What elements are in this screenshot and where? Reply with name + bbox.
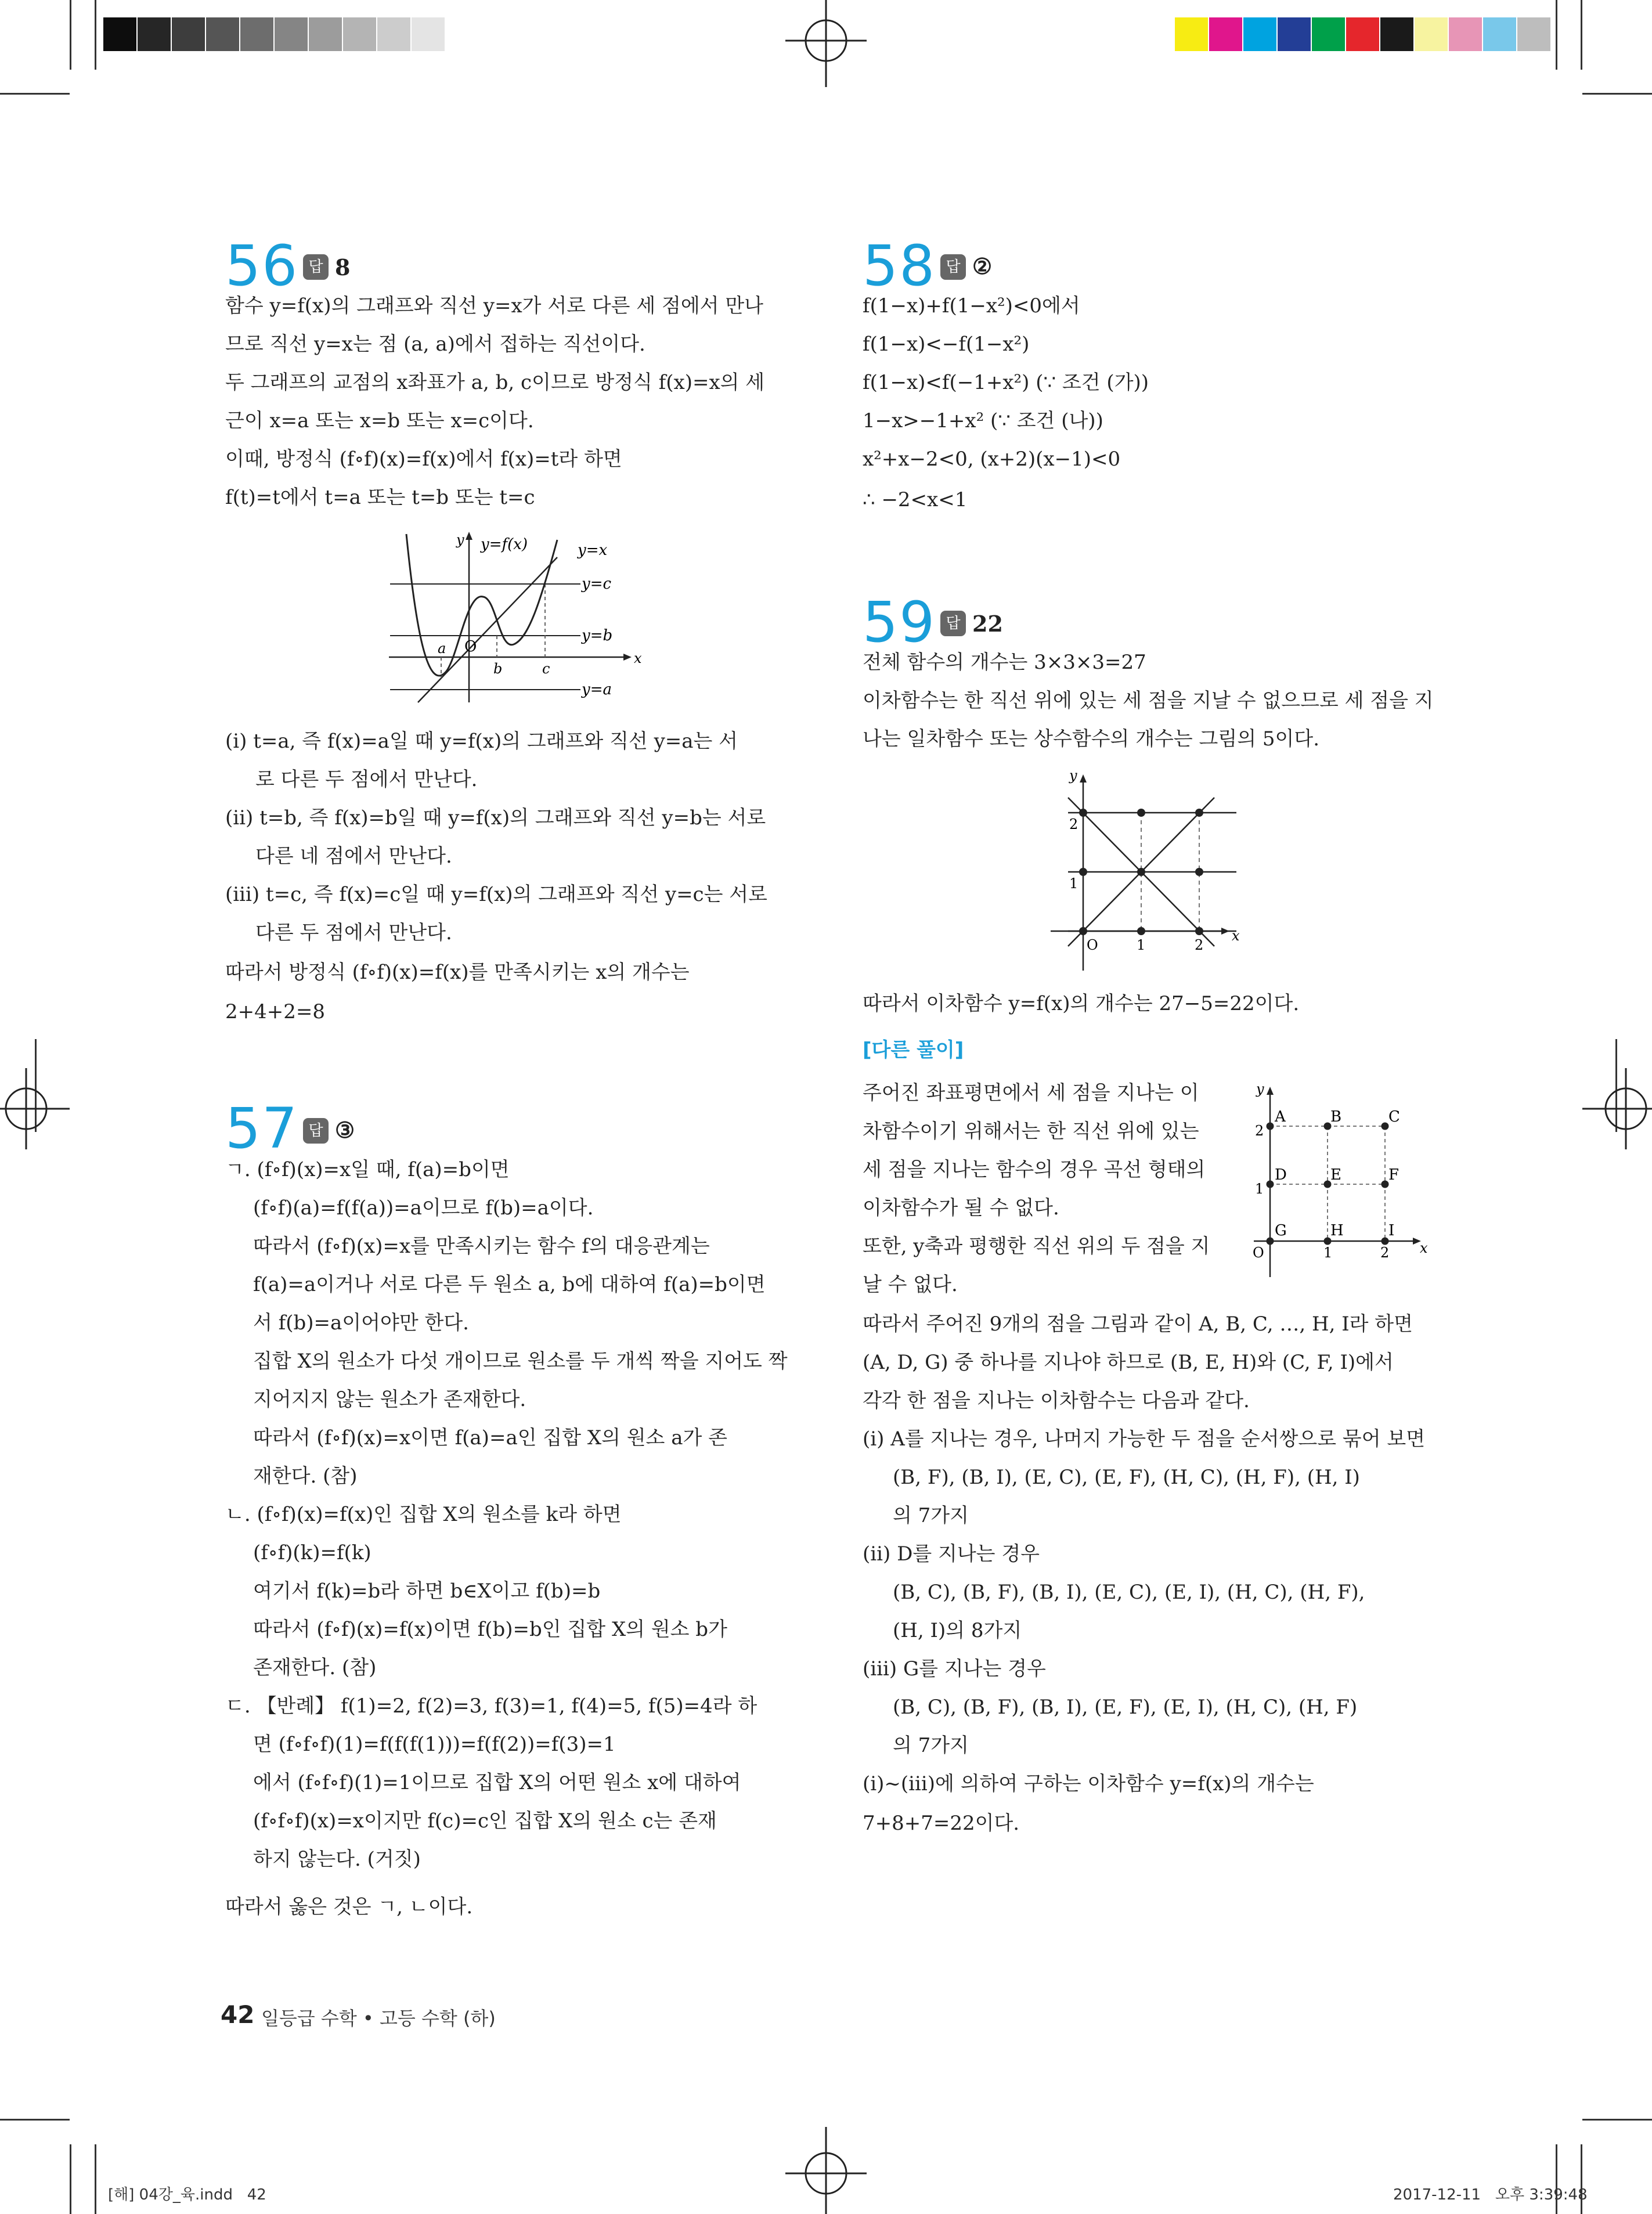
alt-solution-title: [다른 풀이] [863, 1039, 964, 1062]
color-swatch [1415, 17, 1448, 51]
text-line: 이차함수가 될 수 없다. [863, 1196, 1059, 1220]
case-line: (ⅲ) t=c, 즉 f(x)=c일 때 y=f(x)의 그래프와 직선 y=c는 서로 [225, 883, 767, 906]
text-line: (B, F), (B, I), (E, C), (E, F), (H, C), (H, F), (H, I) [893, 1466, 1360, 1489]
color-swatch [412, 17, 445, 51]
color-swatch [1483, 17, 1516, 51]
color-swatch [138, 17, 171, 51]
color-swatch [240, 17, 273, 51]
crop-mark [70, 0, 71, 70]
problem-number-58: 58 [863, 233, 936, 298]
tick-2: 2 [1069, 816, 1079, 832]
text-line: (B, C), (B, F), (B, I), (E, C), (E, I), (H, C), (H, F), [893, 1581, 1365, 1604]
tick-b: b [493, 661, 503, 677]
text-line: 이때, 방정식 (f∘f)(x)=f(x)에서 f(x)=t라 하면 [225, 448, 622, 471]
crop-mark [1582, 93, 1652, 95]
text-line: (f∘f∘f)(x)=x이지만 f(c)=c인 집합 X의 원소 c는 존재 [253, 1809, 717, 1833]
tick-c: c [542, 661, 550, 677]
text-line: 2+4+2=8 [225, 1000, 325, 1023]
text-line: 이차함수는 한 직선 위에 있는 세 점을 지날 수 없으므로 세 점을 지 [863, 689, 1434, 712]
origin-label: O [1253, 1245, 1264, 1261]
text-line: 존재한다. (참) [253, 1656, 377, 1679]
color-swatch [1243, 17, 1276, 51]
text-line: 집합 X의 원소가 다섯 개이므로 원소를 두 개씩 짝을 지어도 짝 [253, 1350, 788, 1373]
answer-badge: 답 [940, 254, 966, 280]
color-swatch [343, 17, 376, 51]
text-line: 또한, y축과 평행한 직선 위의 두 점을 지 [863, 1235, 1210, 1258]
answer-value: 8 [335, 254, 351, 280]
text-line: 날 수 없다. [863, 1273, 958, 1296]
case-line: (ⅱ) t=b, 즉 f(x)=b일 때 y=f(x)의 그래프와 직선 y=b는 서로 [225, 806, 766, 830]
crop-mark [95, 0, 96, 70]
text-line: ㄴ. (f∘f)(x)=f(x)인 집합 X의 원소를 k라 하면 [225, 1503, 622, 1526]
text-line: x²+x−2<0, (x+2)(x−1)<0 [863, 448, 1121, 471]
point-label-G: G [1275, 1222, 1287, 1239]
axis-label-y: y [1256, 1081, 1264, 1097]
tick-1: 1 [1069, 875, 1079, 892]
color-swatch [1312, 17, 1345, 51]
text-line: 나는 일차함수 또는 상수함수의 개수는 그림의 5이다. [863, 727, 1320, 751]
text-line: ∴ −2<x<1 [863, 488, 968, 511]
label-y-a: y=a [582, 681, 612, 698]
text-line: (H, I)의 8가지 [893, 1619, 1022, 1642]
point-label-I: I [1388, 1222, 1395, 1239]
case-line: 로 다른 두 점에서 만난다. [255, 768, 478, 791]
crop-mark [1556, 0, 1557, 70]
color-swatch [275, 17, 308, 51]
text-line: f(t)=t에서 t=a 또는 t=b 또는 t=c [225, 486, 535, 509]
text-line: 서 f(b)=a이어야만 한다. [253, 1311, 469, 1335]
problem-number-56: 56 [225, 233, 299, 298]
text-line: 따라서 (f∘f)(x)=f(x)이면 f(b)=b인 집합 X의 원소 b가 [253, 1618, 727, 1641]
problem-number-57: 57 [225, 1096, 299, 1161]
y-axis-arrow [466, 532, 472, 540]
crop-mark [70, 2144, 71, 2214]
case-line: 다른 네 점에서 만난다. [255, 845, 452, 868]
text-line: f(1−x)<f(−1+x²) (∵ 조건 (가)) [863, 371, 1149, 394]
text-line: 따라서 옳은 것은 ㄱ, ㄴ이다. [225, 1895, 473, 1919]
answer-badge: 답 [940, 611, 966, 636]
text-line: f(1−x)+f(1−x²)<0에서 [863, 294, 1080, 318]
graph-fx-and-lines [383, 528, 650, 708]
registration-mark-bottom [777, 2121, 875, 2214]
axis-label-x: x [634, 650, 642, 666]
text-line: 하지 않는다. (거짓) [253, 1848, 421, 1871]
text-line: 7+8+7=22이다. [863, 1812, 1020, 1835]
tick-1: 1 [1323, 1245, 1333, 1261]
point-label-H: H [1330, 1222, 1344, 1239]
axis-label-y: y [456, 532, 464, 548]
color-swatch [103, 17, 136, 51]
tick-1: 1 [1255, 1181, 1264, 1197]
color-swatch [1209, 17, 1242, 51]
point-label-D: D [1275, 1166, 1287, 1184]
graph-nine-points [1242, 1080, 1434, 1283]
origin-label: O [464, 638, 477, 655]
text-line: 따라서 (f∘f)(x)=x이면 f(a)=a인 집합 X의 원소 a가 존 [253, 1426, 727, 1449]
point-label-A: A [1275, 1108, 1286, 1126]
tick-2: 2 [1380, 1245, 1390, 1261]
timestamp: 2017-12-11 오후 3:39:48 [1393, 2186, 1588, 2204]
y-axis-arrow [1080, 774, 1087, 783]
axis-label-x: x [1420, 1240, 1428, 1256]
text-line: (f∘f)(k)=f(k) [253, 1541, 371, 1564]
registration-mark-left [0, 1062, 75, 1155]
point-label-C: C [1388, 1108, 1400, 1126]
line-y-equals-x [418, 557, 557, 702]
crop-mark [1581, 0, 1582, 70]
page-number: 42 [221, 2000, 255, 2029]
text-line: 함수 y=f(x)의 그래프와 직선 y=x가 서로 다른 세 점에서 만나 [225, 294, 764, 318]
crop-mark [0, 2119, 70, 2121]
text-line: 므로 직선 y=x는 점 (a, a)에서 접하는 직선이다. [225, 333, 645, 356]
color-swatch [1346, 17, 1379, 51]
text-line: ㄱ. (f∘f)(x)=x일 때, f(a)=b이면 [225, 1158, 510, 1181]
text-line: 근이 x=a 또는 x=b 또는 x=c이다. [225, 409, 534, 432]
text-line: (B, C), (B, F), (B, I), (E, F), (E, I), (H, C), (H, F) [893, 1696, 1358, 1719]
text-line: 여기서 f(k)=b라 하면 b∈X이고 f(b)=b [253, 1580, 601, 1603]
text-line: f(1−x)<−f(1−x²) [863, 333, 1030, 356]
color-swatch [1175, 17, 1208, 51]
text-line: 의 7가지 [893, 1734, 969, 1757]
text-line: f(a)=a이거나 서로 다른 두 원소 a, b에 대하여 f(a)=b이면 [253, 1273, 766, 1296]
label-y-equals-x: y=x [578, 542, 608, 559]
color-swatch [309, 17, 342, 51]
axis-label-y: y [1069, 767, 1077, 784]
case-line: (ⅲ) G를 지나는 경우 [863, 1657, 1046, 1681]
point-label-F: F [1388, 1166, 1399, 1184]
registration-mark-right [1577, 1062, 1652, 1155]
case-line: (ⅰ) t=a, 즉 f(x)=a일 때 y=f(x)의 그래프와 직선 y=a는 서 [225, 730, 738, 753]
crop-mark [0, 93, 70, 95]
crop-mark [1582, 2119, 1652, 2121]
tick-2: 2 [1255, 1123, 1264, 1139]
text-line: 의 7가지 [893, 1504, 969, 1527]
answer-badge: 답 [303, 254, 329, 280]
case-line: (ⅱ) D를 지나는 경우 [863, 1542, 1040, 1566]
y-axis-arrow [1267, 1087, 1274, 1095]
tick-2: 2 [1195, 937, 1204, 953]
color-swatch [1517, 17, 1550, 51]
text-line: 따라서 방정식 (f∘f)(x)=f(x)를 만족시키는 x의 개수는 [225, 961, 690, 984]
text-line: 주어진 좌표평면에서 세 점을 지나는 이 [863, 1081, 1199, 1105]
color-swatch [1380, 17, 1413, 51]
book-title: 일등급 수학 • 고등 수학 (하) [261, 2007, 496, 2029]
point-label-E: E [1330, 1166, 1341, 1184]
registration-mark-top [777, 0, 875, 93]
text-line: 차함수이기 위해서는 한 직선 위에 있는 [863, 1120, 1199, 1143]
text-line: 두 그래프의 교점의 x좌표가 a, b, c이므로 방정식 f(x)=x의 세 [225, 371, 765, 394]
problem-number-59: 59 [863, 590, 936, 655]
tick-a: a [438, 640, 446, 657]
color-swatch [1278, 17, 1311, 51]
color-swatch [206, 17, 239, 51]
case-line: (ⅰ) A를 지나는 경우, 나머지 가능한 두 점을 순서쌍으로 묶어 보면 [863, 1427, 1426, 1451]
case-line: 다른 두 점에서 만난다. [255, 921, 452, 944]
text-line: 세 점을 지나는 함수의 경우 곡선 형태의 [863, 1158, 1206, 1181]
text-line: 재한다. (참) [253, 1465, 358, 1488]
label-y-b: y=b [582, 627, 613, 644]
graph-five-lines [1039, 766, 1254, 975]
answer-value: ② [972, 253, 993, 279]
text-line: 1−x>−1+x² (∵ 조건 (나)) [863, 409, 1103, 432]
text-line: 각각 한 점을 지나는 이차함수는 다음과 같다. [863, 1389, 1250, 1412]
color-swatch [377, 17, 410, 51]
answer-badge: 답 [303, 1118, 329, 1144]
answer-value: 22 [972, 611, 1003, 637]
text-line: 에서 (f∘f∘f)(1)=1이므로 집합 X의 어떤 원소 x에 대하여 [253, 1771, 741, 1794]
crop-mark [95, 2144, 96, 2214]
curve-fx [406, 534, 557, 676]
axis-label-x: x [1232, 928, 1240, 944]
color-swatch [172, 17, 205, 51]
origin-label: O [1087, 937, 1098, 953]
text-line: 면 (f∘f∘f)(1)=f(f(f(1)))=f(f(2))=f(3)=1 [253, 1733, 616, 1756]
text-line: 따라서 이차함수 y=f(x)의 개수는 27−5=22이다. [863, 992, 1300, 1015]
text-line: 지어지지 않는 원소가 존재한다. [253, 1388, 526, 1411]
curve-label: y=f(x) [481, 536, 528, 553]
text-line: 따라서 (f∘f)(x)=x를 만족시키는 함수 f의 대응관계는 [253, 1235, 710, 1258]
x-axis-arrow [623, 654, 632, 661]
answer-value: ③ [335, 1117, 355, 1143]
tick-1: 1 [1137, 937, 1146, 953]
text-line: 따라서 주어진 9개의 점을 그림과 같이 A, B, C, …, H, I라 하면 [863, 1312, 1413, 1336]
color-swatch [1449, 17, 1482, 51]
text-line: (A, D, G) 중 하나를 지나야 하므로 (B, E, H)와 (C, F, I)에서 [863, 1351, 1394, 1374]
text-line: (f∘f)(a)=f(f(a))=a이므로 f(b)=a이다. [253, 1196, 594, 1220]
label-y-c: y=c [582, 575, 612, 593]
file-name: [해] 04강_육.indd 42 [108, 2186, 266, 2204]
text-line: ㄷ. 【반례】 f(1)=2, f(2)=3, f(3)=1, f(4)=5, f(5)=4라 하 [225, 1694, 758, 1718]
text-line: 전체 함수의 개수는 3×3×3=27 [863, 651, 1146, 674]
text-line: (ⅰ)~(ⅲ)에 의하여 구하는 이차함수 y=f(x)의 개수는 [863, 1772, 1314, 1795]
point-label-B: B [1330, 1108, 1342, 1126]
